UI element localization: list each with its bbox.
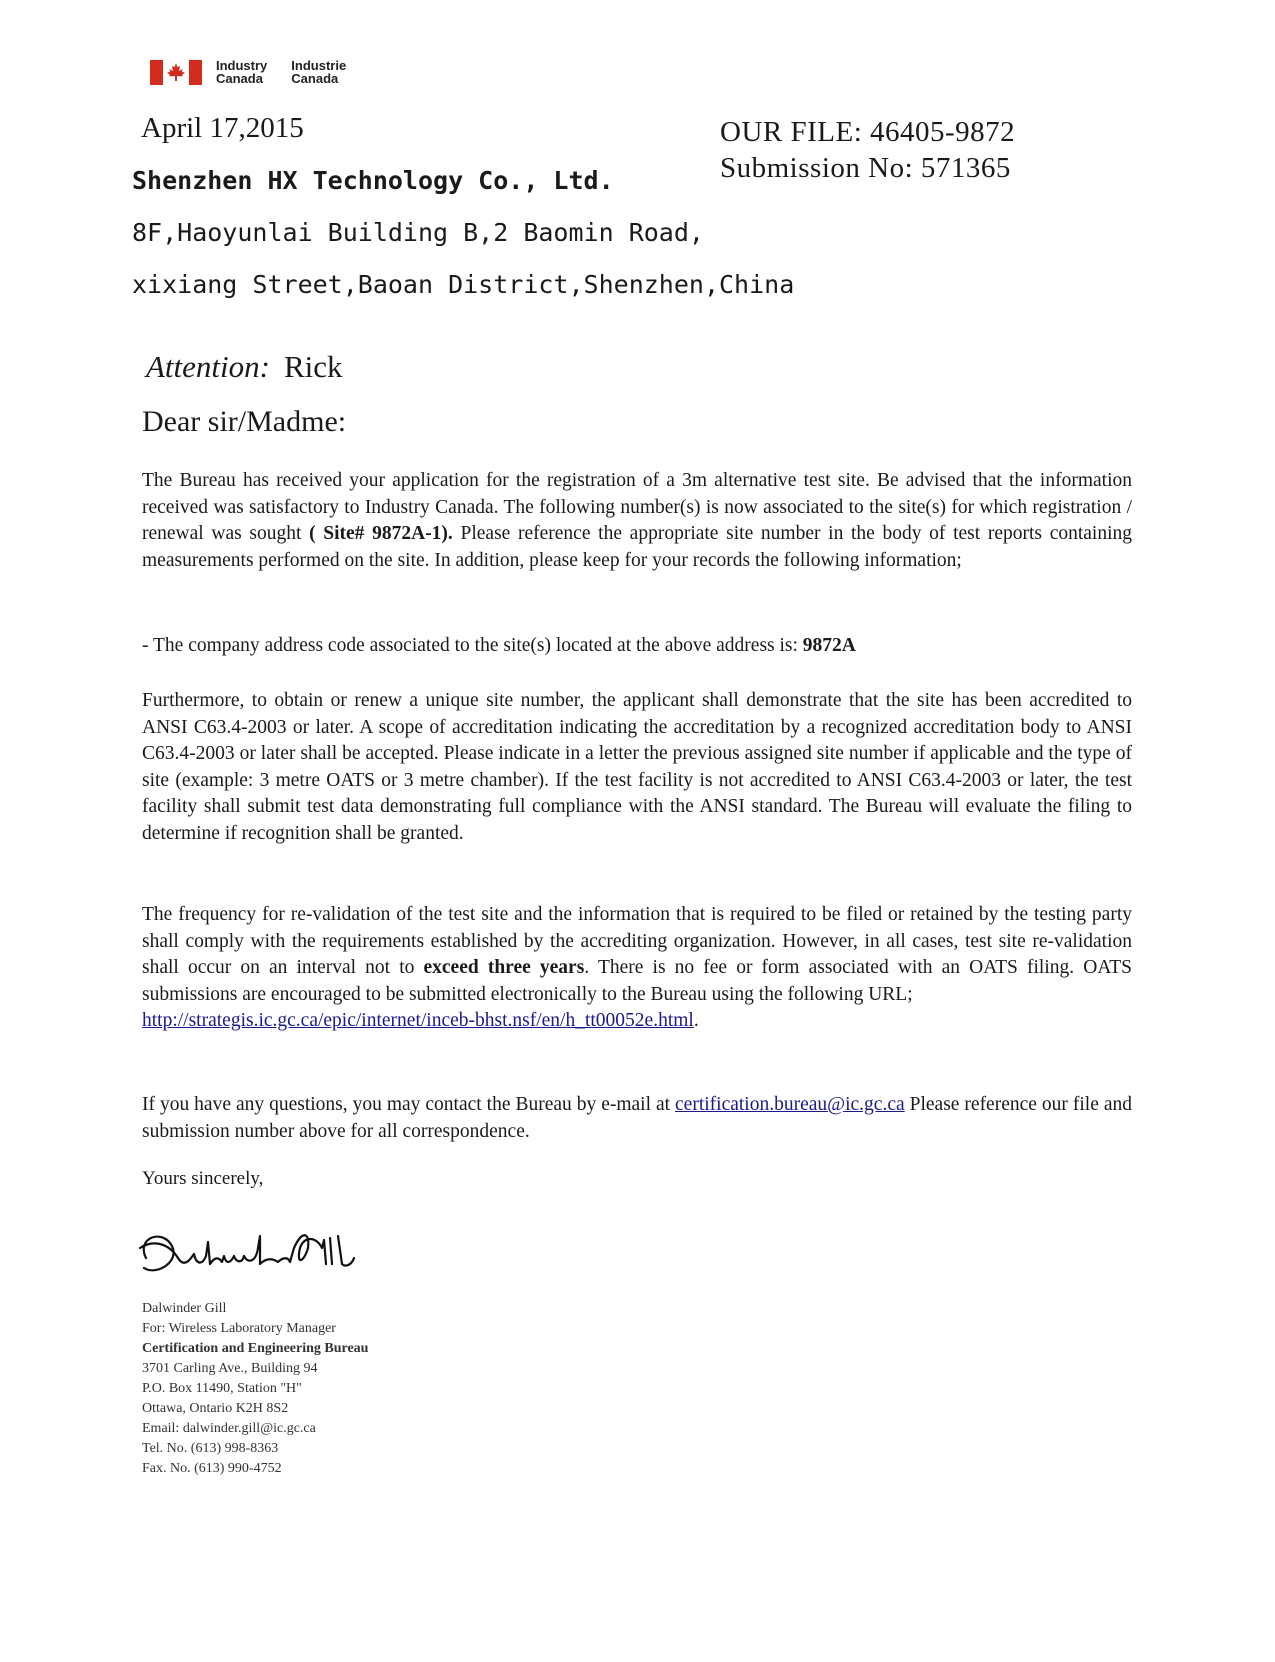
recipient-company: Shenzhen HX Technology Co., Ltd.: [132, 166, 614, 195]
submission-url-link[interactable]: http://strategis.ic.gc.ca/epic/internet/inceb-bhst.nsf/en/h_tt00052e.html: [142, 1010, 694, 1031]
paragraph-contact: If you have any questions, you may contact the Bureau by e-mail at certification.bureau@ic.gc.ca Please reference our file and submission number above for all correspondence.: [142, 1094, 1132, 1142]
signer-title: For: Wireless Laboratory Manager: [142, 1321, 336, 1336]
bureau-email-link[interactable]: certification.bureau@ic.gc.ca: [675, 1094, 905, 1115]
paragraph-address-code: - The company address code associated to the site(s) located at the above address is: 9872A: [142, 635, 856, 656]
site-number: ( Site# 9872A-1).: [309, 523, 453, 544]
salutation: Dear sir/Madme:: [142, 405, 347, 438]
recipient-address-line1: 8F,Haoyunlai Building B,2 Baomin Road,: [132, 218, 704, 247]
submission-number: Submission No: 571365: [720, 152, 1011, 184]
paragraph-registration: The Bureau has received your application for the registration of a 3m alternative test site. Be advised that the information received was satisfactory to Industry Canada. The following number(s) is now associated to the site(s) for which registration / renewal was sought ( Site# 9872A-1). Please reference the appropriate site number in the body of test reports containing measurements performed on the site. In addition, please keep for your records the following information;: [142, 470, 1133, 571]
company-address-code: 9872A: [802, 635, 856, 656]
signer-organization: Certification and Engineering Bureau: [142, 1341, 369, 1356]
letter-date: April 17,2015: [141, 112, 304, 144]
our-file-number: OUR FILE: 46405-9872: [720, 116, 1016, 148]
government-wordmark: [150, 58, 346, 86]
signer-address-line2: P.O. Box 11490, Station "H": [142, 1381, 302, 1396]
paragraph-accreditation: Furthermore, to obtain or renew a unique site number, the applicant shall demonstrate that the site has been accredited to ANSI C63.4-2003 or later. A scope of accreditation indicating the accreditation by a recognized accreditation body to ANSI C63.4-2003 or later shall be accepted. Please indicate in a letter the previous assigned site number if applicable and the type of site (example: 3 metre OATS or 3 metre chamber). If the test facility is not accredited to ANSI C63.4-2003 or later, the test facility shall submit test data demonstrating full compliance with the ANSI standard. The Bureau will evaluate the filing to determine if recognition shall be granted.: [142, 690, 1132, 844]
attention-line: Attention: Rick: [146, 349, 343, 384]
recipient-address-line2: xixiang Street,Baoan District,Shenzhen,China: [132, 270, 795, 299]
file-reference: [720, 114, 1015, 186]
closing: Yours sincerely,: [142, 1168, 264, 1189]
canada-flag-icon: [150, 60, 202, 85]
signer-address-line1: 3701 Carling Ave., Building 94: [142, 1361, 318, 1376]
dept-name-english: Industry Canada: [216, 58, 268, 86]
signer-name: Dalwinder Gill: [142, 1301, 227, 1316]
dept-name-french: Industrie Canada: [291, 58, 347, 86]
signer-fax: Fax. No. (613) 990-4752: [142, 1461, 282, 1476]
paragraph-revalidation: The frequency for re-validation of the test site and the information that is required to be filed or retained by the testing party shall comply with the requirements established by the accrediting organization. However, in all cases, test site re-validation shall occur on an interval not to exceed three years. There is no fee or form associated with an OATS filing. OATS submissions are encouraged to be submitted electronically to the Bureau using the following URL; http://strategis.ic.gc.ca/epic/internet/inceb-bhst.nsf/en/h_tt00052e.html.: [142, 904, 1132, 1031]
signature-block: [142, 1299, 368, 1479]
handwritten-signature: [132, 1218, 392, 1288]
signer-email: Email: dalwinder.gill@ic.gc.ca: [142, 1421, 316, 1436]
signer-telephone: Tel. No. (613) 998-8363: [142, 1441, 279, 1456]
signer-address-line3: Ottawa, Ontario K2H 8S2: [142, 1401, 289, 1416]
